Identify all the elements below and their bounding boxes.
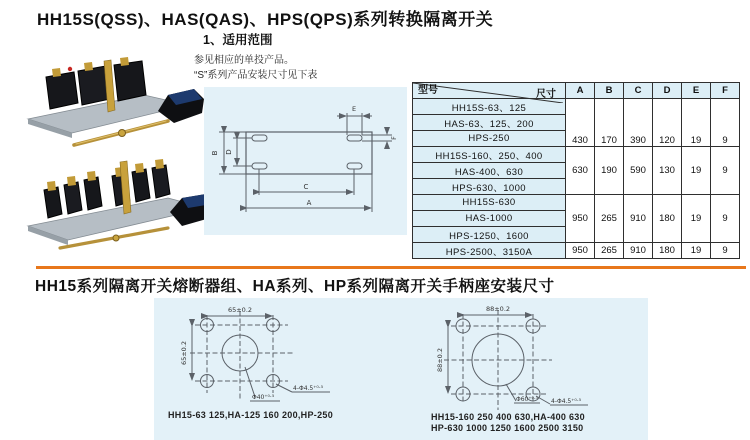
value-cell: 910 xyxy=(624,195,653,243)
switch-pole xyxy=(132,169,150,202)
center-hole-label: Φ60⁺⁰·⁵ xyxy=(516,396,539,403)
model-cell: HPS-1250、1600 xyxy=(413,227,566,243)
indicator-dot xyxy=(68,67,72,71)
model-cell: HPS-2500、3150A xyxy=(413,243,566,259)
table-row xyxy=(413,195,740,211)
value-cell: 265 xyxy=(595,195,624,243)
caption-large-line1: HH15-160 250 400 630,HA-400 630 xyxy=(431,412,585,422)
value-cell: 19 xyxy=(682,99,711,147)
dim-header-label: 尺寸 xyxy=(536,89,556,100)
table-row xyxy=(413,243,740,259)
brass-terminal xyxy=(155,159,164,169)
brass-terminal xyxy=(52,68,61,77)
page-title: HH15S(QSS)、HAS(QAS)、HPS(QPS)系列转换隔离开关 xyxy=(37,10,494,29)
model-dim-header-cell xyxy=(413,83,566,99)
dim-label-F: F xyxy=(390,136,398,140)
switch-pole xyxy=(114,61,146,101)
slot-hole xyxy=(252,135,267,141)
dim-label-C: C xyxy=(303,183,309,191)
brass-terminal xyxy=(47,181,56,191)
plate-outline xyxy=(246,132,372,174)
brass-terminal xyxy=(87,171,96,181)
value-cell: 950 xyxy=(566,243,595,259)
col-header-B: B xyxy=(595,83,624,99)
section2-title: HH15系列隔离开关熔断器组、HA系列、HP系列隔离开关手柄座安装尺寸 xyxy=(35,278,555,295)
model-cell: HAS-63、125、200 xyxy=(413,115,566,131)
section1-line2: “S”系列产品安装尺寸见下表 xyxy=(194,70,318,81)
col-header-C: C xyxy=(624,83,653,99)
rod-nut xyxy=(113,235,119,241)
dim-label-E: E xyxy=(351,105,357,113)
value-cell: 19 xyxy=(682,147,711,195)
rod-nut xyxy=(119,130,126,137)
value-cell: 19 xyxy=(682,243,711,259)
mounting-plate-drawing xyxy=(204,87,407,235)
col-header-E: E xyxy=(682,83,711,99)
model-cell: HAS-1000 xyxy=(413,211,566,227)
value-cell: 190 xyxy=(595,147,624,195)
dim-label-B: B xyxy=(211,150,219,156)
corner-hole-label: 4-Φ4.5⁺⁰·⁵ xyxy=(551,398,582,405)
caption-large-line2: HP-630 1000 1250 1600 2500 3150 xyxy=(431,423,584,433)
brass-terminal xyxy=(67,176,76,186)
switch-pole xyxy=(152,165,170,198)
table-header-row xyxy=(413,83,740,99)
section1-line1: 参见相应的单投产品。 xyxy=(194,55,294,66)
model-cell: HPS-630、1000 xyxy=(413,179,566,195)
handle-mount-panel xyxy=(154,298,648,440)
value-cell: 630 xyxy=(566,147,595,195)
dim-top: 88±0.2 xyxy=(485,305,511,313)
switch-pole xyxy=(64,182,82,214)
value-cell: 19 xyxy=(682,195,711,243)
value-cell: 9 xyxy=(711,99,740,147)
col-header-D: D xyxy=(653,83,682,99)
value-cell: 170 xyxy=(595,99,624,147)
value-cell: 390 xyxy=(624,99,653,147)
value-cell: 950 xyxy=(566,195,595,243)
value-cell: 910 xyxy=(624,243,653,259)
dim-label-D: D xyxy=(225,149,233,155)
switch-pole xyxy=(44,187,62,218)
section-divider xyxy=(36,266,746,269)
value-cell: 9 xyxy=(711,195,740,243)
dim-label-A: A xyxy=(306,199,312,207)
caption-small: HH15-63 125,HA-125 160 200,HP-250 xyxy=(168,410,333,420)
model-cell: HAS-400、630 xyxy=(413,163,566,179)
dim-top: 65±0.2 xyxy=(227,306,253,314)
slot-hole xyxy=(347,135,362,141)
handle-mount-drawing-small xyxy=(162,303,387,408)
value-cell: 180 xyxy=(653,243,682,259)
product-photo-switch-2 xyxy=(20,150,215,255)
center-hole-label: Φ40⁺⁰·⁵ xyxy=(252,394,275,401)
handle-mount-drawing-large xyxy=(426,300,661,412)
value-cell: 590 xyxy=(624,147,653,195)
model-cell: HH15S-63、125 xyxy=(413,99,566,115)
value-cell: 430 xyxy=(566,99,595,147)
value-cell: 9 xyxy=(711,147,740,195)
section1-heading: 1、适用范围 xyxy=(203,33,273,47)
value-cell: 130 xyxy=(653,147,682,195)
model-cell: HH15S-160、250、400 xyxy=(413,147,566,163)
switch-pole xyxy=(46,72,78,109)
slot-hole xyxy=(347,163,362,169)
col-header-A: A xyxy=(566,83,595,99)
plate-drawing-panel xyxy=(204,87,407,235)
switch-pole xyxy=(84,177,102,210)
value-cell: 120 xyxy=(653,99,682,147)
dim-left: 88±0.2 xyxy=(436,347,444,373)
value-cell: 9 xyxy=(711,243,740,259)
slot-hole xyxy=(252,163,267,169)
brass-terminal xyxy=(135,163,144,173)
model-cell: HH15S-630 xyxy=(413,195,566,211)
table-row xyxy=(413,147,740,163)
model-cell: HPS-250 xyxy=(413,131,566,147)
product-photo-switch-1 xyxy=(18,55,208,155)
model-header-label: 型号 xyxy=(418,85,438,96)
value-cell: 180 xyxy=(653,195,682,243)
dim-left: 65±0.2 xyxy=(180,340,188,366)
col-header-F: F xyxy=(711,83,740,99)
corner-hole-label: 4-Φ4.5⁺⁰·⁵ xyxy=(293,385,324,392)
brass-terminal xyxy=(120,57,129,66)
dimension-table xyxy=(412,82,740,259)
value-cell: 265 xyxy=(595,243,624,259)
brass-terminal xyxy=(84,62,93,71)
